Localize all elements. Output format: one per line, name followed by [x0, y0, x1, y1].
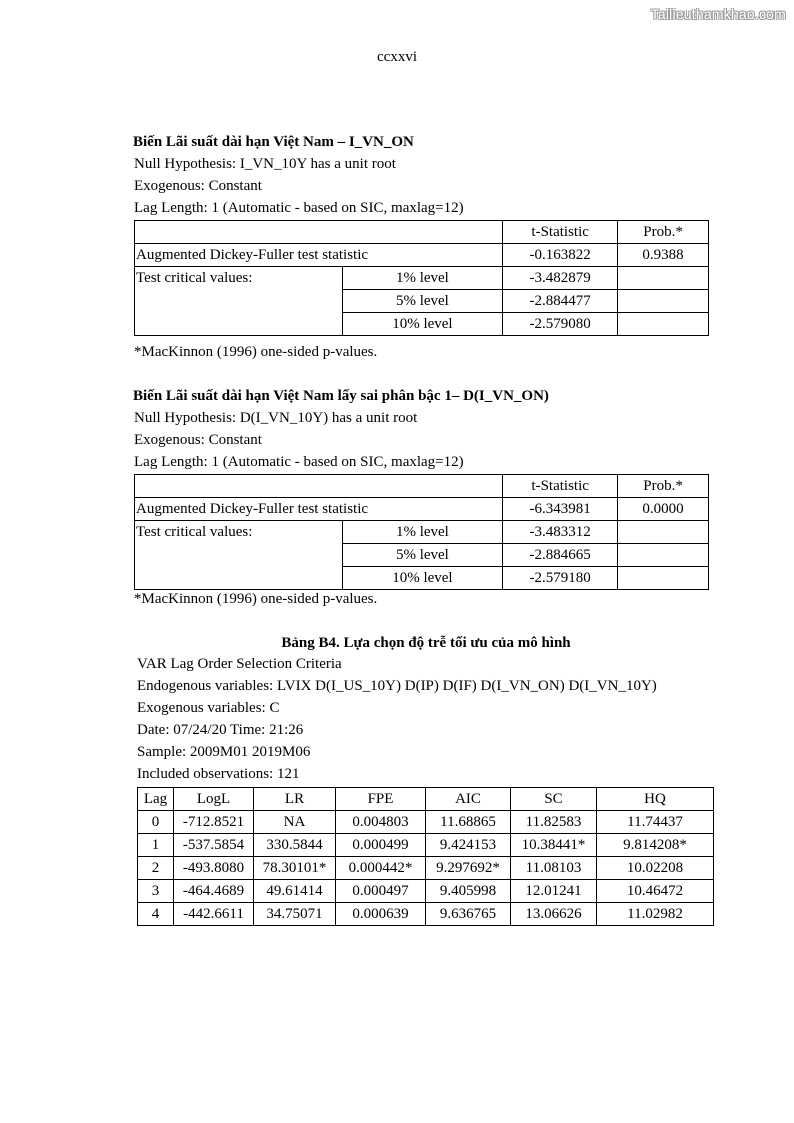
- adf-prob: 0.0000: [618, 498, 709, 521]
- table-row: [135, 221, 709, 244]
- table-row: [138, 857, 714, 880]
- table-cell: 11.74437: [597, 811, 714, 834]
- table-cell: -442.6611: [174, 903, 254, 926]
- col-t-statistic: t-Statistic: [503, 475, 618, 498]
- col-prob: Prob.*: [618, 221, 709, 244]
- section1-note: *MacKinnon (1996) one-sided p-values.: [134, 344, 378, 360]
- empty-cell: [618, 521, 709, 544]
- section2-adf-table: [134, 474, 709, 590]
- table-cell: 78.30101*: [254, 857, 336, 880]
- table-cell: -464.4689: [174, 880, 254, 903]
- table-cell: 10.46472: [597, 880, 714, 903]
- table-caption: Bảng B4. Lựa chọn độ trễ tối ưu của mô hình: [281, 635, 571, 651]
- header-cell: AIC: [426, 788, 511, 811]
- critical-label: Test critical values:: [135, 267, 343, 336]
- section2-null-hypothesis: Null Hypothesis: D(I_VN_10Y) has a unit root: [134, 410, 418, 426]
- level-value: -3.482879: [503, 267, 618, 290]
- table-cell: 4: [138, 903, 174, 926]
- adf-t-stat: -6.343981: [503, 498, 618, 521]
- level-value: -3.483312: [503, 521, 618, 544]
- adf-label: Augmented Dickey-Fuller test statistic: [135, 244, 503, 267]
- table-cell: 3: [138, 880, 174, 903]
- table-cell: 330.5844: [254, 834, 336, 857]
- section1-null-hypothesis: Null Hypothesis: I_VN_10Y has a unit root: [134, 156, 396, 172]
- level-value: -2.884665: [503, 544, 618, 567]
- table-cell: 34.75071: [254, 903, 336, 926]
- table-cell: 0.000639: [336, 903, 426, 926]
- section1-exogenous: Exogenous: Constant: [134, 178, 262, 194]
- var-info-line: Endogenous variables: LVIX D(I_US_10Y) D(IP) D(IF) D(I_VN_ON) D(I_VN_10Y): [137, 678, 657, 694]
- adf-label: Augmented Dickey-Fuller test statistic: [135, 498, 503, 521]
- table-header-row: [138, 788, 714, 811]
- header-cell: FPE: [336, 788, 426, 811]
- empty-header-cell: [135, 475, 503, 498]
- table-cell: 12.01241: [511, 880, 597, 903]
- var-info-block: [137, 653, 657, 785]
- section2-lag-length: Lag Length: 1 (Automatic - based on SIC, maxlag=12): [134, 454, 464, 470]
- var-info-line: Date: 07/24/20 Time: 21:26: [137, 722, 304, 738]
- table-cell: 11.68865: [426, 811, 511, 834]
- table-row: [135, 498, 709, 521]
- col-t-statistic: t-Statistic: [503, 221, 618, 244]
- table-cell: 9.424153: [426, 834, 511, 857]
- table-row: [135, 475, 709, 498]
- var-info-line: Exogenous variables: C: [137, 700, 280, 716]
- table-cell: 11.08103: [511, 857, 597, 880]
- table-cell: 9.405998: [426, 880, 511, 903]
- table-cell: NA: [254, 811, 336, 834]
- table-cell: 11.02982: [597, 903, 714, 926]
- empty-cell: [618, 313, 709, 336]
- table-row: [138, 880, 714, 903]
- level-label: 5% level: [342, 544, 503, 567]
- table-cell: 11.82583: [511, 811, 597, 834]
- table-cell: 49.61414: [254, 880, 336, 903]
- section2-header-block: [134, 385, 549, 473]
- level-label: 10% level: [342, 313, 503, 336]
- section1-lag-length: Lag Length: 1 (Automatic - based on SIC, maxlag=12): [134, 200, 464, 216]
- empty-cell: [618, 567, 709, 590]
- table-cell: 9.636765: [426, 903, 511, 926]
- level-label: 1% level: [342, 267, 503, 290]
- table-cell: 13.06626: [511, 903, 597, 926]
- table-cell: -712.8521: [174, 811, 254, 834]
- level-label: 1% level: [342, 521, 503, 544]
- section2-heading: Biến Lãi suất dài hạn Việt Nam lấy sai phân bậc 1– D(I_VN_ON): [133, 388, 549, 404]
- table-row: [135, 244, 709, 267]
- table-row: [135, 267, 709, 290]
- table-cell: 0.000497: [336, 880, 426, 903]
- table-row: [138, 811, 714, 834]
- table-cell: 9.297692*: [426, 857, 511, 880]
- table-cell: -493.8080: [174, 857, 254, 880]
- table-cell: 0.004803: [336, 811, 426, 834]
- level-value: -2.579180: [503, 567, 618, 590]
- level-value: -2.579080: [503, 313, 618, 336]
- table-cell: 0.000499: [336, 834, 426, 857]
- table-cell: 10.38441*: [511, 834, 597, 857]
- table-cell: 10.02208: [597, 857, 714, 880]
- table-cell: 2: [138, 857, 174, 880]
- table-cell: -537.5854: [174, 834, 254, 857]
- col-prob: Prob.*: [618, 475, 709, 498]
- empty-cell: [618, 267, 709, 290]
- level-label: 10% level: [342, 567, 503, 590]
- lag-selection-table: [137, 787, 714, 926]
- empty-cell: [618, 544, 709, 567]
- var-info-line: Included observations: 121: [137, 766, 300, 782]
- adf-prob: 0.9388: [618, 244, 709, 267]
- header-cell: Lag: [138, 788, 174, 811]
- level-value: -2.884477: [503, 290, 618, 313]
- section1-heading: Biến Lãi suất dài hạn Việt Nam – I_VN_ON: [133, 134, 414, 150]
- table-cell: 0.000442*: [336, 857, 426, 880]
- header-cell: HQ: [597, 788, 714, 811]
- table-row: [138, 834, 714, 857]
- empty-cell: [618, 290, 709, 313]
- section1-header-block: [134, 131, 464, 219]
- header-cell: LogL: [174, 788, 254, 811]
- level-label: 5% level: [342, 290, 503, 313]
- section2-note: *MacKinnon (1996) one-sided p-values.: [134, 591, 378, 607]
- table-row: [135, 521, 709, 544]
- header-cell: LR: [254, 788, 336, 811]
- header-cell: SC: [511, 788, 597, 811]
- empty-header-cell: [135, 221, 503, 244]
- table-cell: 0: [138, 811, 174, 834]
- table-cell: 1: [138, 834, 174, 857]
- table-cell: 9.814208*: [597, 834, 714, 857]
- table-row: [138, 903, 714, 926]
- section1-adf-table: [134, 220, 709, 336]
- watermark: Tailieuthamkhao.com: [650, 6, 786, 22]
- var-info-line: Sample: 2009M01 2019M06: [137, 744, 311, 760]
- var-info-line: VAR Lag Order Selection Criteria: [137, 656, 342, 672]
- adf-t-stat: -0.163822: [503, 244, 618, 267]
- critical-label: Test critical values:: [135, 521, 343, 590]
- section2-exogenous: Exogenous: Constant: [134, 432, 262, 448]
- page-number: ccxxvi: [377, 49, 417, 65]
